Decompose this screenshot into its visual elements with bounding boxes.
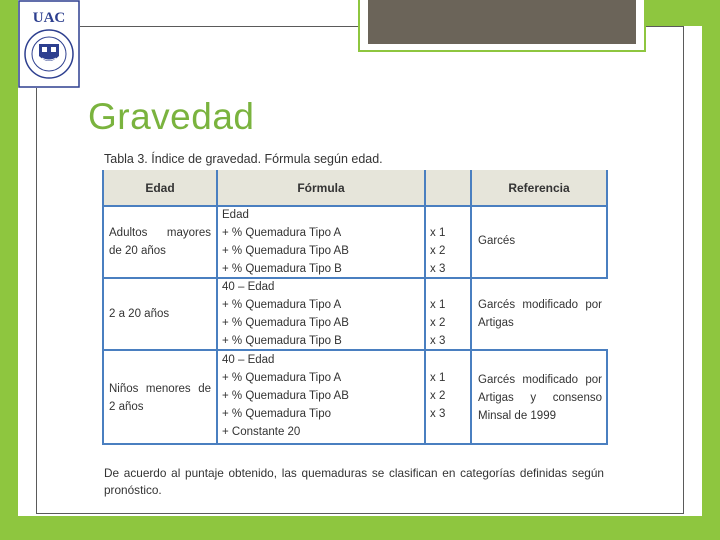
row3-formula-line: + % Quemadura Tipo AB — [222, 390, 349, 402]
row2-mult: x 1 — [430, 299, 446, 311]
row3-edad-word1: Niños — [109, 383, 139, 395]
logo-text: UAC — [32, 10, 66, 26]
row2-mult: x 3 — [430, 335, 446, 347]
header-multiplier — [426, 170, 470, 205]
table-caption: Tabla 3. Índice de gravedad. Fórmula según edad. — [104, 152, 383, 166]
row3-formula-line: 40 – Edad — [222, 354, 275, 366]
row3-mult: x 2 — [430, 390, 446, 402]
row1-formula — [222, 206, 422, 278]
table-col-divider-2 — [424, 170, 426, 445]
green-edge-left — [0, 0, 18, 540]
table-border-right-bottom — [606, 350, 608, 445]
row1-referencia: Garcés — [478, 235, 516, 247]
green-edge-top-right — [640, 0, 720, 26]
row3-multipliers — [430, 369, 470, 423]
table-border-left — [102, 170, 104, 445]
row1-mult: x 1 — [430, 227, 446, 239]
row3-edad-line2: 2 años — [109, 401, 144, 413]
row3-ref-word3: por — [585, 374, 602, 386]
row3-edad-word2: menores — [145, 383, 191, 395]
header-edad: Edad — [104, 170, 216, 205]
row3-formula-line: + % Quemadura Tipo A — [222, 372, 342, 384]
gravity-index-table — [102, 170, 608, 445]
row2-ref-word2: modificado — [522, 299, 579, 311]
row2-multipliers — [430, 296, 470, 350]
table-border-right-top — [606, 170, 608, 278]
row1-edad — [109, 224, 211, 260]
table-col-divider-3 — [470, 170, 472, 445]
row1-formula-line: Edad — [222, 209, 249, 221]
header-referencia: Referencia — [472, 170, 606, 205]
row2-formula-line: + % Quemadura Tipo B — [222, 335, 342, 347]
row1-edad-word1: Adultos — [109, 227, 148, 239]
row3-mult: x 3 — [430, 408, 446, 420]
row1-mult: x 2 — [430, 245, 446, 257]
header-photo — [358, 0, 646, 52]
row3-mult: x 1 — [430, 372, 446, 384]
row3-ref-word4: Artigas — [478, 392, 514, 404]
footer-line2: pronóstico. — [104, 483, 162, 497]
row3-ref-word2: modificado — [522, 374, 579, 386]
row3-formula-line: + % Quemadura Tipo — [222, 408, 331, 420]
row1-formula-line: + % Quemadura Tipo B — [222, 263, 342, 275]
row1-formula-line: + % Quemadura Tipo A — [222, 227, 342, 239]
row2-ref-line2: Artigas — [478, 317, 514, 329]
row1-edad-word2: mayores — [166, 227, 211, 239]
row3-edad — [109, 380, 211, 416]
slide-title: Gravedad — [88, 96, 255, 137]
row3-ref-line3: Minsal de 1999 — [478, 410, 556, 422]
header-photo-image — [368, 0, 636, 44]
row1-edad-line2: de 20 años — [109, 245, 166, 257]
green-edge-right — [702, 0, 720, 540]
row3-ref-word6: consenso — [552, 392, 602, 404]
row3-edad-word3: de — [198, 383, 211, 395]
table-border-bottom — [102, 443, 608, 445]
row2-edad: 2 a 20 años — [109, 308, 170, 320]
row2-formula-line: 40 – Edad — [222, 281, 275, 293]
row3-formula-line: + Constante 20 — [222, 426, 301, 438]
green-edge-bottom — [0, 516, 720, 540]
row1-formula-line: + % Quemadura Tipo AB — [222, 245, 349, 257]
table-col-divider-1 — [216, 170, 218, 445]
row3-ref-word1: Garcés — [478, 374, 516, 386]
row1-mult: x 3 — [430, 263, 446, 275]
row3-referencia — [478, 371, 602, 425]
row2-mult: x 2 — [430, 317, 446, 329]
row3-ref-word5: y — [530, 392, 537, 404]
row2-ref-word1: Garcés — [478, 299, 516, 311]
row2-referencia — [478, 296, 602, 332]
row2-formula-line: + % Quemadura Tipo A — [222, 299, 342, 311]
university-logo — [18, 0, 80, 88]
footer-paragraph — [104, 465, 604, 499]
header-formula: Fórmula — [218, 170, 424, 205]
university-seal-icon — [18, 0, 80, 88]
row1-multipliers — [430, 224, 470, 278]
row2-formula — [222, 278, 422, 350]
row2-formula-line: + % Quemadura Tipo AB — [222, 317, 349, 329]
footer-line1: De acuerdo al puntaje obtenido, las quemaduras se clasifican en categorías definidas según — [104, 466, 604, 480]
row3-formula — [222, 351, 422, 441]
row2-ref-word3: por — [585, 299, 602, 311]
